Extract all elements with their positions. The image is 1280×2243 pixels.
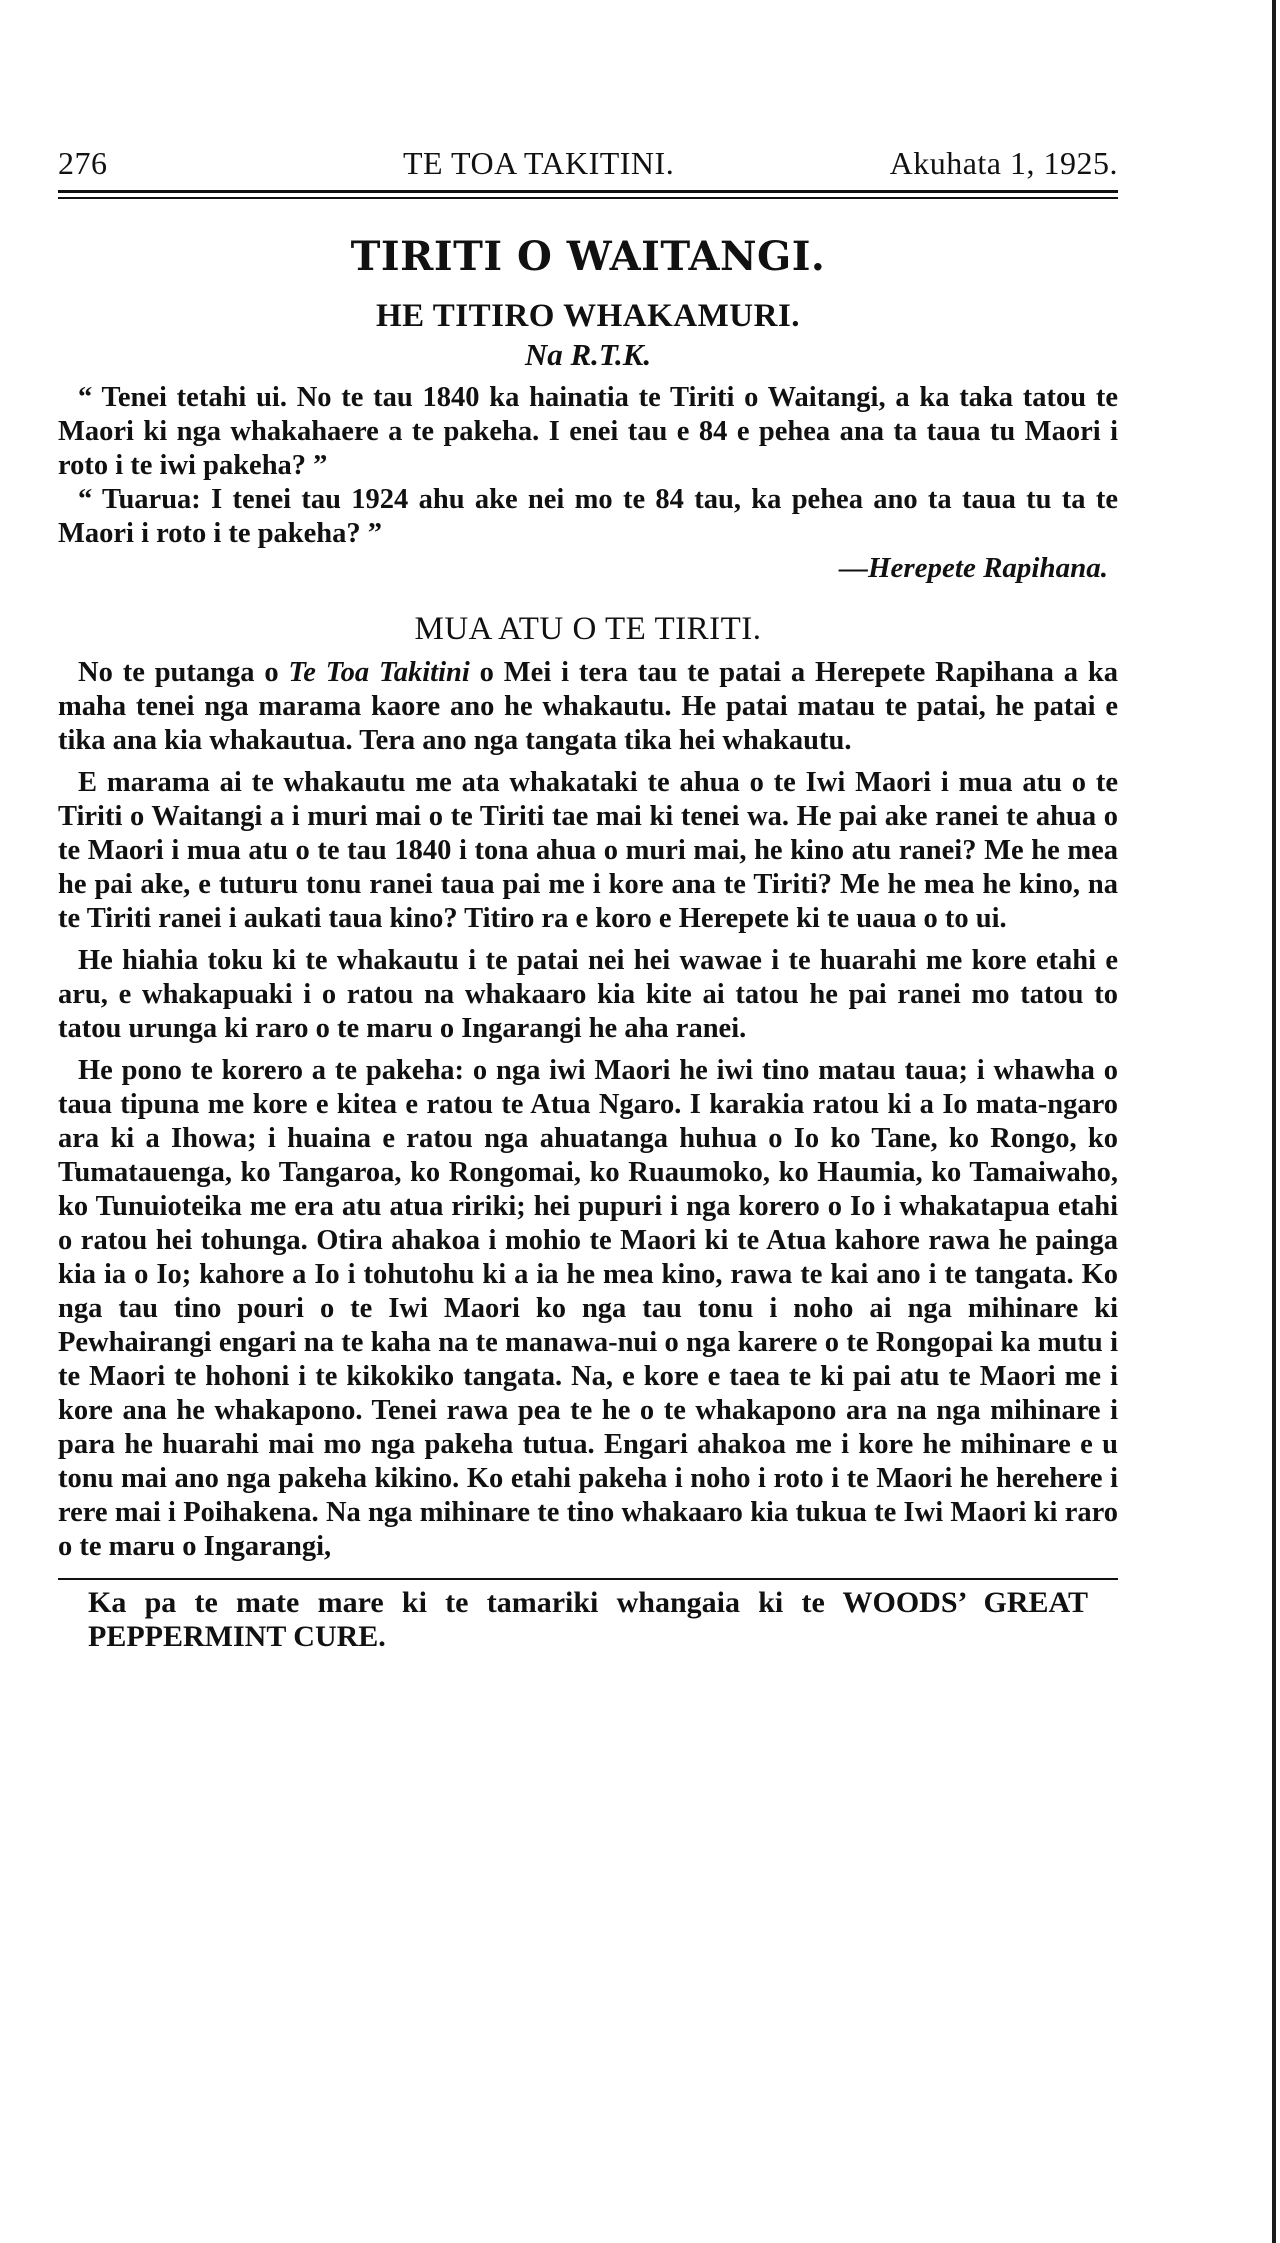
- paragraph-1-start: No te putanga o: [78, 657, 289, 688]
- page-edge-line: [1272, 0, 1276, 2243]
- footer-advertisement: Ka pa te mate mare ki te tamariki whangaia ki te WOODS’ GREAT PEPPERMINT CURE.: [88, 1586, 1088, 1653]
- footer-rule: [58, 1578, 1118, 1580]
- section-paragraph-1: [58, 656, 1118, 758]
- quote-paragraph-2: “ Tuarua: I tenei tau 1924 ahu ake nei mo te 84 tau, ka pehea ano ta taua tu ta te Maori i roto i te pakeha? ”: [58, 484, 1118, 549]
- article-subtitle: HE TITIRO WHAKAMURI.: [375, 298, 801, 334]
- running-header: [58, 140, 1118, 188]
- article-title: TIRITI O WAITANGI.: [350, 233, 826, 280]
- quote-paragraph-1: “ Tenei tetahi ui. No te tau 1840 ka hainatia te Tiriti o Waitangi, a ka taka tatou te Maori ki nga whakahaere a te pakeha. I enei tau e 84 e pehea ana ta taua tu Maori i roto i te iwi pakeha? ”: [58, 382, 1118, 481]
- section-paragraph-3: He hiahia toku ki te whakautu i te patai nei hei wawae i te huarahi me kore etahi e aru, e whakapuaki i o ratou na whakaaro kia kite ai tatou he pai ranei mo tatou to tatou urunga ki raro o te maru o Ingarangi he aha ranei.: [58, 945, 1118, 1044]
- page-number: 276: [58, 145, 108, 181]
- quote-signature: —Herepete Rapihana.: [838, 552, 1108, 584]
- article-byline: Na R.T.K.: [524, 337, 652, 372]
- journal-title: TE TOA TAKITINI.: [403, 145, 675, 181]
- section-paragraph-2: E marama ai te whakautu me ata whakataki te ahua o te Iwi Maori i mua atu o te Tiriti o Waitangi a i muri mai o te Tiriti tae mai ki tenei wa. He pai ake ranei te ahua o te Maori i mua atu o te tau 1840 i tona ahua o muri mai, he kino atu ranei? Me he mea he pai ake, e tuturu tonu ranei taua pai me i kore ana te Tiriti? Me he mea he kino, na te Tiriti ranei i aukati taua kino? Titiro ra e koro e Herepete ki te uaua o to ui.: [58, 767, 1118, 934]
- header-rule: [58, 190, 1118, 199]
- issue-date: Akuhata 1, 1925.: [889, 145, 1118, 181]
- section-paragraph-4: He pono te korero a te pakeha: o nga iwi Maori he iwi tino matau taua; i whawha o taua tipuna me kore e kitea e ratou te Atua Ngaro. I karakia ratou ki a Io mata-ngaro ara ki a Ihowa; i huaina e ratou nga ahuatanga huhua o Io ko Tane, ko Rongo, ko Tumatauenga, ko Tangaroa, ko Rongomai, ko Ruaumoko, ko Haumia, ko Tamaiwaho, ko Tunuioteika me era atu atua ririki; hei pupuri i nga korero o Io i whakatapua etahi o ratou hei tohunga. Otira ahakoa i mohio te Maori ki te Atua kahore rawa he painga kia ia o Io; kahore a Io i tohutohu ki a ia he mea kino, rawa te kai ano i te tangata. Ko nga tau tino pouri o te Iwi Maori ko nga tau tonu i noho ai nga mihinare ki Pewhairangi engari na te kaha na te manawa-nui o nga karere o te Rongopai ka mutu i te Maori te hohoni i te kikokiko tangata. Na, e kore e taea te ki pai atu te Maori me i kore ana he whakapono. Tenei rawa pea te he o te whakapono ara na nga mihinare i para he huarahi mai mo nga pakeha tutua. Engari ahakoa me i kore he mihinare e u tonu mai ano nga pakeha kikino. Ko etahi pakeha i noho i roto i te Maori he herehere i rere mai i Poihakena. Na nga mihinare te tino whakaaro kia tukua te Iwi Maori ki raro o te maru o Ingarangi,: [58, 1055, 1118, 1562]
- section-heading: MUA ATU O TE TIRITI.: [414, 611, 762, 647]
- paragraph-1-journal-name: Te Toa Takitini: [288, 657, 470, 688]
- paragraph-1-rest: o Mei i tera tau te patai a Herepete Rapihana a ka maha tenei nga marama kaore ano he whakautu. He patai matau te patai, he patai e tika ana kia whakautua. Tera ano nga tangata tika hei whakautu.: [58, 657, 1118, 756]
- magazine-page: [58, 140, 1118, 1654]
